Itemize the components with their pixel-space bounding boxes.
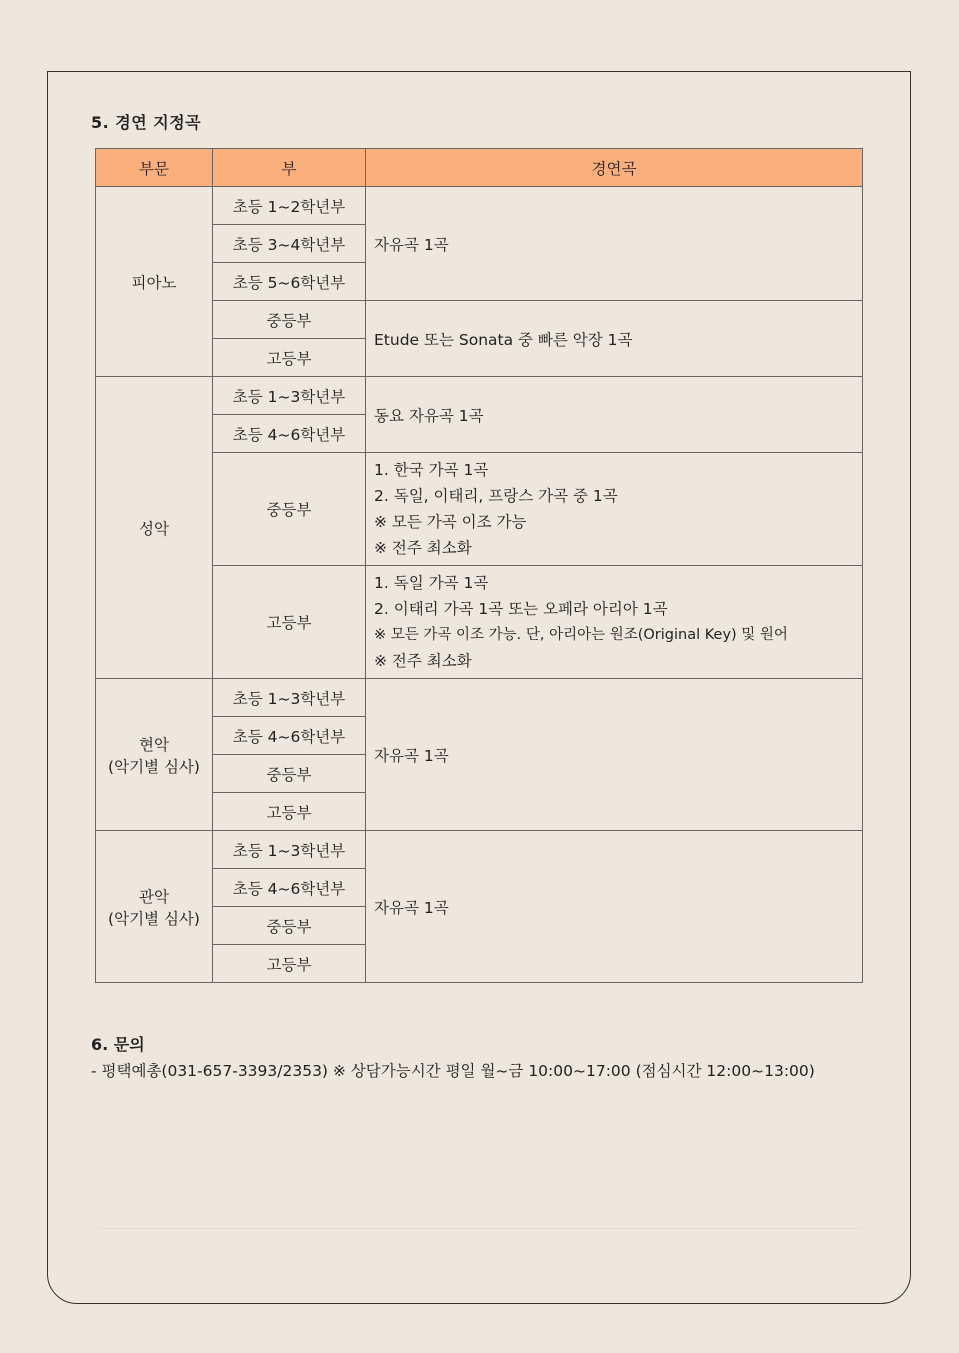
table-row (96, 679, 863, 717)
category-winds (96, 831, 213, 983)
header-piece: 경연곡 (366, 149, 863, 187)
piece-cell: 자유곡 1곡 (366, 831, 863, 983)
table-row (96, 187, 863, 225)
piece-note: ※ 전주 최소화 (374, 539, 472, 557)
section-5-title: 5. 경연 지정곡 (91, 113, 202, 132)
section-6-title: 6. 문의 (91, 1035, 145, 1054)
piece-line: 2. 독일, 이태리, 프랑스 가곡 중 1곡 (374, 487, 618, 505)
category-vocal: 성악 (96, 377, 213, 679)
piece-line: 2. 이태리 가곡 1곡 또는 오페라 아리아 1곡 (374, 600, 668, 618)
piece-cell-vocal-middle (366, 453, 863, 566)
division-cell: 초등 5~6학년부 (213, 263, 366, 301)
division-cell: 고등부 (213, 945, 366, 983)
division-cell: 초등 4~6학년부 (213, 415, 366, 453)
contact-info: - 평택예총(031-657-3393/2353) ※ 상담가능시간 평일 월~금 10:00~17:00 (점심시간 12:00~13:00) (91, 1062, 815, 1080)
category-name: 관악 (139, 887, 169, 906)
division-cell: 초등 1~3학년부 (213, 679, 366, 717)
table-header-row (96, 149, 863, 187)
table-row (96, 377, 863, 415)
division-cell: 중등부 (213, 453, 366, 566)
category-note: (악기별 심사) (108, 909, 200, 928)
division-cell: 고등부 (213, 566, 366, 679)
header-category: 부문 (96, 149, 213, 187)
piece-cell: 자유곡 1곡 (366, 679, 863, 831)
division-cell: 중등부 (213, 301, 366, 339)
category-note: (악기별 심사) (108, 757, 200, 776)
piece-line: 1. 독일 가곡 1곡 (374, 574, 489, 592)
table-row (96, 831, 863, 869)
piece-note: ※ 모든 가곡 이조 가능 (374, 513, 527, 531)
contest-pieces-table (95, 148, 863, 983)
division-cell: 중등부 (213, 907, 366, 945)
division-cell: 초등 1~3학년부 (213, 377, 366, 415)
piece-cell: Etude 또는 Sonata 중 빠른 악장 1곡 (366, 301, 863, 377)
piece-line: 1. 한국 가곡 1곡 (374, 461, 489, 479)
division-cell: 초등 3~4학년부 (213, 225, 366, 263)
division-cell: 고등부 (213, 339, 366, 377)
category-piano: 피아노 (96, 187, 213, 377)
piece-note: ※ 전주 최소화 (374, 652, 472, 670)
division-cell: 초등 4~6학년부 (213, 717, 366, 755)
category-strings (96, 679, 213, 831)
footer-divider (100, 1228, 860, 1229)
category-name: 현악 (139, 735, 169, 754)
header-division: 부 (213, 149, 366, 187)
division-cell: 중등부 (213, 755, 366, 793)
division-cell: 초등 4~6학년부 (213, 869, 366, 907)
division-cell: 초등 1~3학년부 (213, 831, 366, 869)
piece-note: ※ 모든 가곡 이조 가능. 단, 아리아는 원조(Original Key) 및 원어 (374, 627, 788, 643)
piece-cell-vocal-high (366, 566, 863, 679)
division-cell: 초등 1~2학년부 (213, 187, 366, 225)
division-cell: 고등부 (213, 793, 366, 831)
piece-cell: 동요 자유곡 1곡 (366, 377, 863, 453)
piece-cell: 자유곡 1곡 (366, 187, 863, 301)
